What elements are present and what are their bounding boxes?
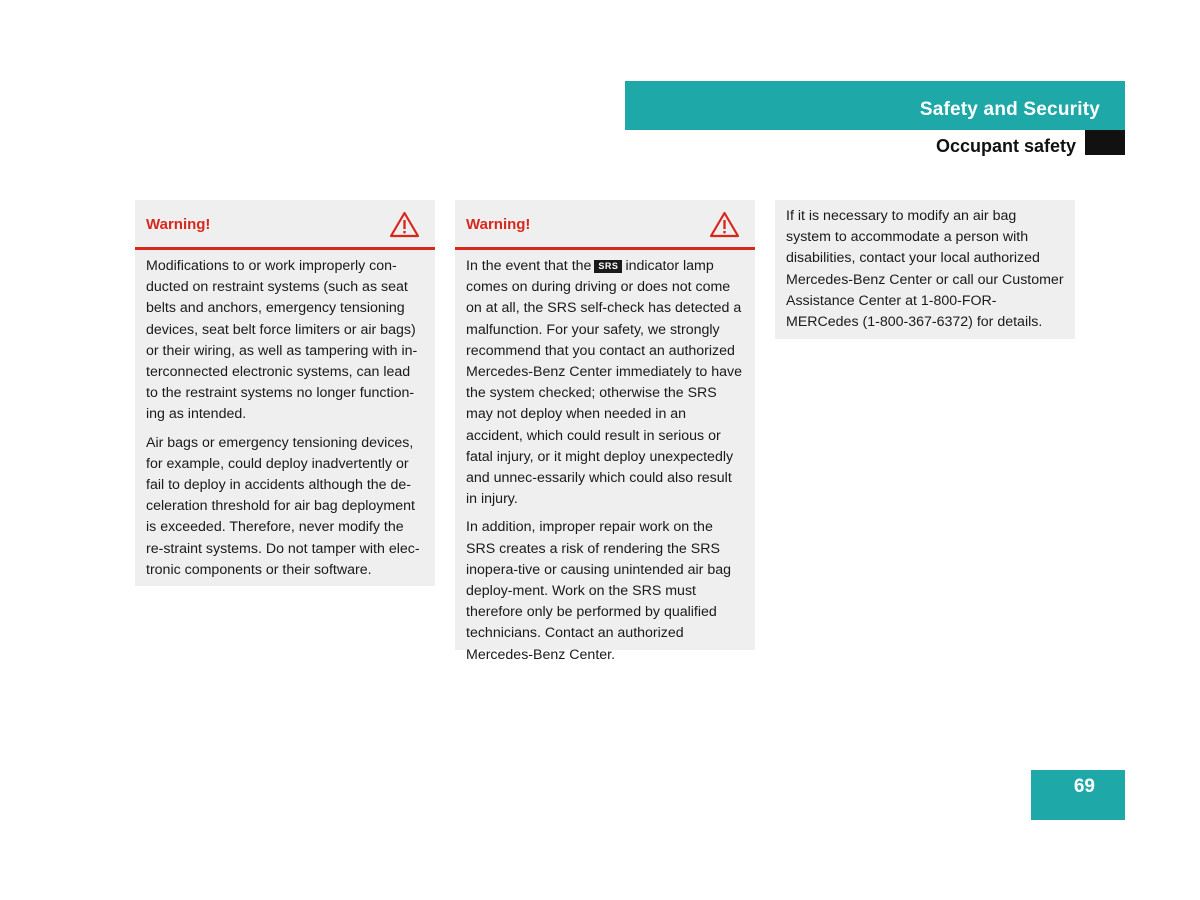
warning-header	[455, 200, 755, 250]
warning-triangle-icon	[709, 211, 740, 238]
page-number-box	[1031, 770, 1125, 820]
warning-paragraph	[466, 256, 744, 510]
subsection-title: Occupant safety	[935, 136, 1076, 156]
warning-title: Warning!	[146, 216, 211, 233]
warning-triangle-icon	[389, 211, 420, 238]
info-body	[775, 200, 1075, 341]
page-number: 69	[1073, 776, 1095, 797]
section-header-bar	[625, 81, 1125, 130]
info-box-disability-modifications	[775, 200, 1075, 339]
section-title: Safety and Security	[919, 99, 1100, 120]
warning-paragraph: Air bags or emergency tensioning devices, for example, could deploy inadvertently or fail to deploy in accidents although the de-celeration threshold for air bag deployment is exceeded. Therefore, never modify the re-straint systems. Do not tamper with elec-tronic components or their software.	[146, 434, 420, 578]
warning-body	[135, 250, 435, 589]
warning-text-after-indicator: indicator lamp comes on during driving or does not come on at all, the SRS self-check has detected a malfunction. For your safety, we strongly recommend that you contact an authorized Mercedes-Benz Center immediately to have the system checked; otherwise the SRS may not deploy when needed in an accident, which could result in serious or fatal injury, or it might deploy unexpectedly and unnec-essarily which could also result in injury.	[466, 258, 742, 508]
srs-indicator-lamp-icon: SRS	[594, 260, 622, 273]
info-paragraph: If it is necessary to modify an air bag system to accommodate a person with disabilities, contact your local authorized Mercedes-Benz Center or call our Customer Assistance Center at 1-800-FOR-MERCedes (1-800-367-6372) for details.	[786, 208, 1064, 331]
warning-paragraph: Modifications to or work improperly con-ducted on restraint systems (such as seat belts and anchors, emergency tensioning devices, seat belt force limiters or air bags) or their wiring, as well as tampering with in-terconnected electronic systems, can lead to the restraint systems no longer function-ing as intended.	[146, 258, 418, 423]
warning-header	[135, 200, 435, 250]
warning-text-before-indicator: In the event that the	[466, 258, 592, 274]
subsection-marker	[1085, 130, 1125, 155]
warning-paragraph: In addition, improper repair work on the SRS creates a risk of rendering the SRS inopera-tive or causing unintended air bag deploy-ment. Work on the SRS must therefore only be performed by qualified technicians. Contact an authorized Mercedes-Benz Center.	[466, 519, 732, 663]
warning-box-srs-malfunction	[455, 200, 755, 663]
warning-box-restraint-modifications	[135, 200, 435, 586]
warning-title: Warning!	[466, 216, 531, 233]
warning-body	[455, 250, 755, 674]
